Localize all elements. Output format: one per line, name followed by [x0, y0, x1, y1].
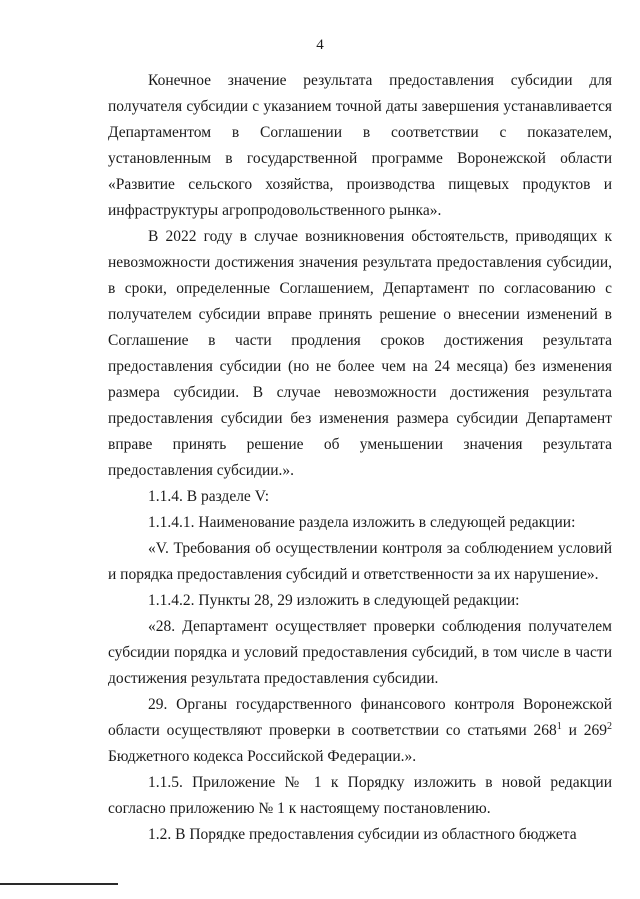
- point-29-text-end: Бюджетного кодекса Российской Федерации.».: [108, 748, 417, 765]
- page-number: 4: [316, 37, 324, 53]
- article-269-superscript: 2: [607, 720, 612, 732]
- bottom-divider-line: [0, 883, 118, 885]
- paragraph-item-1-1-5: 1.1.5. Приложение № 1 к Порядку изложить в новой редакции согласно приложению № 1 к настоящему постановлению.: [108, 774, 612, 817]
- paragraph-item-1-2: 1.2. В Порядке предоставления субсидии из областного бюджета: [148, 826, 577, 843]
- paragraph-2022-deadline-extension: В 2022 году в случае возникновения обстоятельств, приводящих к невозможности достижения значения результата предоставления субсидии, в сроки, определенные Соглашением, Департамент по согласованию с получателем субсидии вправе принять решение о внесении изменений в Соглашение в части продления сроков достижения результата предоставления субсидии (но не более чем на 24 месяца) без изменения размера субсидии. В случае невозможности достижения результата предоставления субсидии без изменения размера субсидии Департамент вправе принять решение об уменьшении значения результата предоставления субсидии.».: [108, 228, 612, 479]
- point-29-text-middle: и 269: [561, 722, 607, 739]
- paragraph-section-v-title: «V. Требования об осуществлении контроля за соблюдением условий и порядка предоставления субсидий и ответственности за их нарушение».: [108, 540, 612, 583]
- paragraph-item-1-1-4: 1.1.4. В разделе V:: [148, 488, 270, 505]
- paragraph-item-1-1-4-2: 1.1.4.2. Пункты 28, 29 изложить в следующей редакции:: [148, 592, 520, 609]
- paragraph-item-1-1-4-1: 1.1.4.1. Наименование раздела изложить в следующей редакции:: [148, 514, 576, 531]
- paragraph-final-result-value: Конечное значение результата предоставления субсидии для получателя субсидии с указанием точной даты завершения устанавливается Департаментом в Соглашении в соответствии с показателем, установленным в государственной программе Воронежской области «Развитие сельского хозяйства, производства пищевых продуктов и инфраструктуры агропродовольственного рынка».: [108, 72, 612, 219]
- point-29-text-start: 29. Органы государственного финансового контроля Воронежской области осуществляют проверки в соответствии со статьями 268: [108, 696, 612, 739]
- paragraph-point-29: [108, 692, 612, 770]
- article-268-superscript: 1: [556, 720, 562, 732]
- document-body: [108, 68, 612, 848]
- paragraph-point-28: «28. Департамент осуществляет проверки соблюдения получателем субсидии порядка и условий предоставления субсидий, в том числе в части достижения результата предоставления субсидии.: [108, 618, 612, 687]
